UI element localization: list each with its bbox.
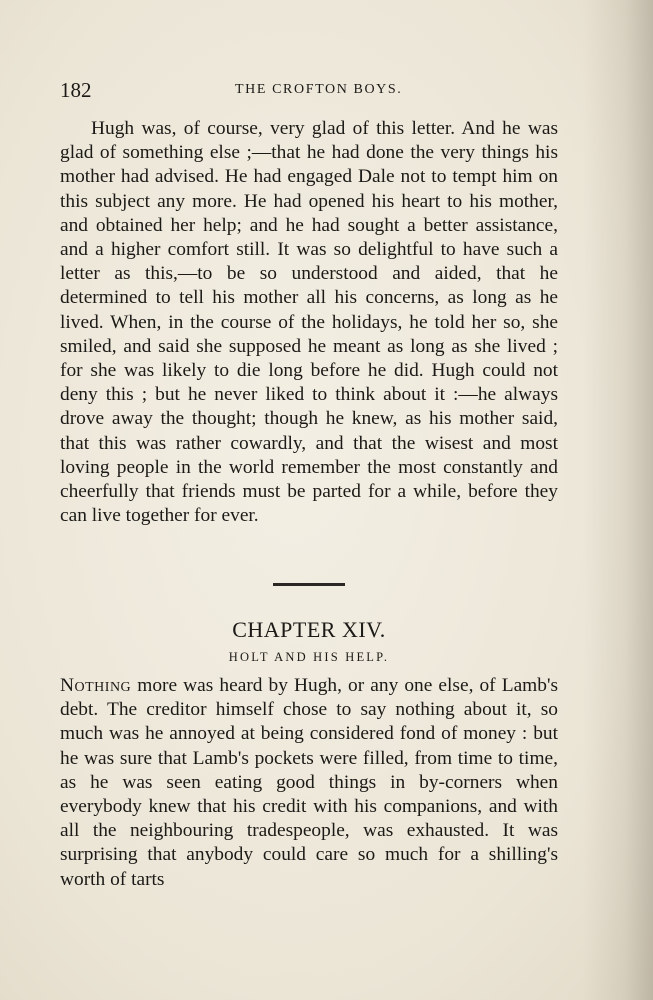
chapter-subtitle: HOLT AND HIS HELP. (228, 650, 390, 664)
chapter-title: CHAPTER XIV. (232, 617, 386, 642)
spine-shadow (583, 0, 653, 1000)
paragraph-2-body: more was heard by Hugh, or any one else, of Lamb's debt. The creditor himself chose to say nothing about it, so much was he annoyed at being considered fond of money : but he was sure that Lamb's pockets were filled, from time to time, as he was seen eating good things in by-corners when everybody knew that his credit with his companions, and with all the neighbouring tradespeople, was exhausted. It was surprising that anybody could care so much for a shilling's worth of tarts (60, 675, 558, 890)
section-divider (273, 583, 345, 586)
paragraph-1: Hugh was, of course, very glad of this letter. And he was glad of something else ;—that he had done the very things his mother had advised. He had engaged Dale not to tempt him on this subject any more. He had opened his heart to his mother, and obtained her help; and he had sought a better assistance, and a higher comfort still. It was so delightful to have such a letter as this,—to be so understood and aided, that he determined to tell his mother all his concerns, as long as he lived. When, in the course of the holidays, he told her so, she smiled, and said she supposed he meant as long as she lived ; for she was likely to die long before he did. Hugh could not deny this ; but he never liked to think about it :—he always drove away the thought; though he knew, as his mother said, that this was rather cowardly, and that the wisest and most loving people in the world remember the most constantly and cheerfully that friends must be parted for a while, before they can live together for ever. (60, 118, 558, 527)
page-header (60, 78, 590, 102)
page-number: 182 (60, 78, 92, 102)
running-title: THE CROFTON BOYS. (235, 82, 403, 97)
paragraph-2 (60, 674, 558, 892)
paragraph-lead-word: Nothing (60, 675, 132, 696)
